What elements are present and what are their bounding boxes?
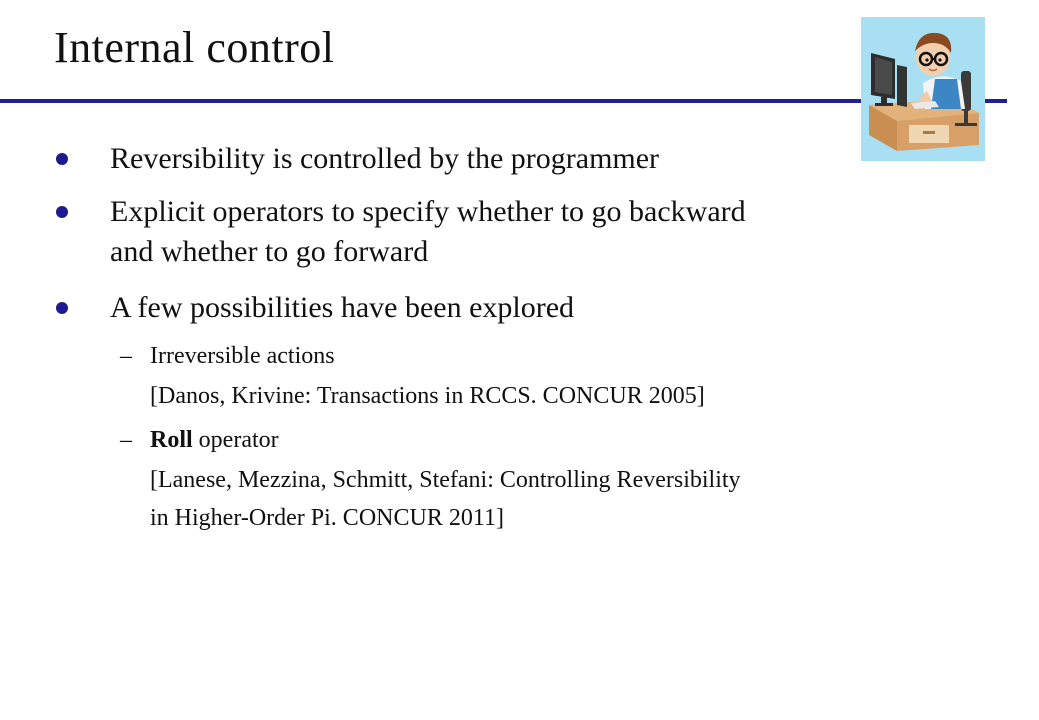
sub-bullet-dash: – xyxy=(120,427,132,453)
bullet-text: and whether to go forward xyxy=(110,235,429,268)
bullet-dot xyxy=(56,206,68,218)
sub-bullet-citation: in Higher-Order Pi. CONCUR 2011] xyxy=(150,505,504,531)
sub-bullet-text: Irreversible actions xyxy=(150,343,335,369)
bullet-dot xyxy=(56,302,68,314)
bullet-text: A few possibilities have been explored xyxy=(110,291,575,324)
sub-bullet-citation: [Lanese, Mezzina, Schmitt, Stefani: Controlling Reversibility xyxy=(150,467,741,493)
roll-keyword: Roll xyxy=(150,427,193,453)
bullet-text: Reversibility is controlled by the programmer xyxy=(110,142,660,175)
sub-bullet-dash: – xyxy=(120,343,132,369)
bullet-dot xyxy=(56,153,68,165)
slide-title: Internal control xyxy=(54,23,335,72)
sub-bullet-heading xyxy=(150,424,279,456)
sub-bullet-citation: [Danos, Krivine: Transactions in RCCS. CONCUR 2005] xyxy=(150,383,705,409)
sub-bullet-heading-rest: operator xyxy=(192,427,279,453)
bullet-text: Explicit operators to specify whether to go backward xyxy=(110,195,746,228)
